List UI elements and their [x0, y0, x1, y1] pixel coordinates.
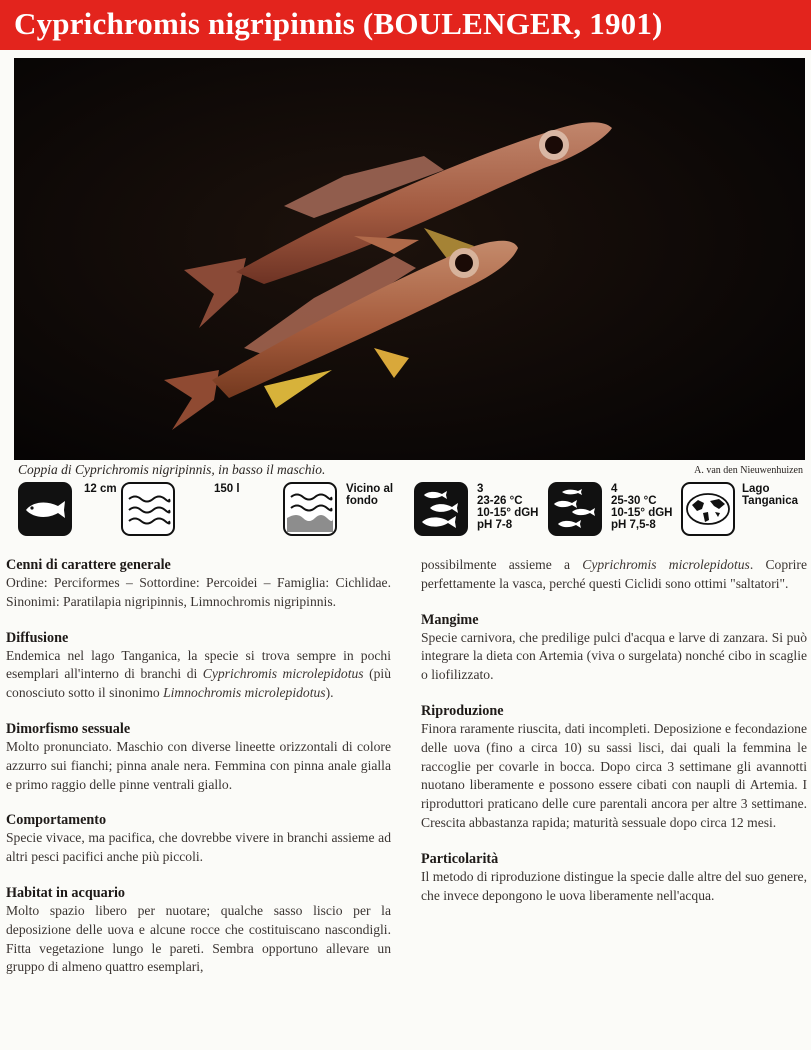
habitat-cont-a: possibilmente assieme a — [421, 557, 583, 572]
size-label: 12 cm — [84, 483, 117, 495]
zone-label-line1: Vicino al — [346, 483, 394, 495]
water-params-1 — [477, 483, 538, 531]
heading-mangime: Mangime — [421, 611, 479, 628]
habitat-cont-b: . Coprire perfettamente la vasca, perché questi Ciclidi sono ottimi "saltatori". — [421, 557, 807, 591]
water1-number: 3 — [477, 483, 484, 495]
water-params-2 — [611, 483, 672, 531]
diffusione-species-b: Limnochromis microlepidotus — [163, 685, 326, 701]
water1-hardness: 10-15° dGH — [477, 507, 539, 519]
heading-habitat: Habitat in acquario — [6, 884, 126, 901]
photo-caption: Coppia di Cyprichromis nigripinnis, in basso il maschio. — [18, 462, 326, 477]
diffusione-species-a: Cyprichromis microlepidotus — [202, 666, 364, 682]
origin-label — [742, 483, 798, 507]
title-bar — [0, 0, 811, 50]
water1-ph: pH 7-8 — [477, 519, 513, 531]
heading-particolarita: Particolarità — [421, 850, 499, 867]
text-cenni: Ordine: Perciformes – Sottordine: Percoidei – Famiglia: Cichlidae. Sinonimi: Paratilapia nigripinnis, Limnochromis nigripinnis. — [6, 575, 391, 609]
left-column — [6, 556, 391, 994]
fish-school-icon — [414, 482, 468, 536]
volume-label: 150 l — [214, 483, 240, 495]
fish-length-icon — [18, 482, 72, 536]
heading-cenni: Cenni di carattere generale — [6, 557, 171, 573]
text-diffusione — [6, 647, 391, 703]
aquarium-volume-icon — [121, 482, 175, 536]
water2-number: 4 — [611, 483, 618, 495]
diffusione-text-b: (più conosciuto sotto il sinonimo — [6, 666, 391, 701]
section-cenni — [6, 556, 391, 612]
text-dimorfismo: Molto pronunciato. Maschio con diverse lineette orizzontali di colore azzurro sui fianchi; pinna anale nera. Femmina con pinna anale gialla e primo raggio delle pinne ventrali giallo. — [6, 738, 391, 792]
species-title: Cyprichromis nigripinnis (BOULENGER, 1901) — [14, 6, 663, 41]
origin-line2: Tanganica — [742, 495, 799, 507]
diffusione-text-a: Endemica nel lago Tanganica, la specie si trova sempre in pochi esemplari all'interno di branchi di — [6, 647, 391, 682]
text-riproduzione: Finora raramente riuscita, dati incompleti. Deposizione e fecondazione delle uova (fino a circa 10) su sassi lisci, dai quali la femmina le raccoglie per covarle in bocca. Dopo circa 3 settimane gli avannotti nuotano liberamente e possono essere cibati con naupli di Artemia. I riproduttori praticano delle cure parentali ancora per altre 3 settimane. Crescita abbastanza rapida; maturità sessuale dopo circa 12 mesi. — [421, 720, 807, 830]
text-particolarita: Il metodo di riproduzione distingue la specie dalle altre del suo genere, che invece depongono le uova liberamente nell'acqua. — [421, 868, 807, 903]
water2-hardness: 10-15° dGH — [611, 507, 673, 519]
section-particolarita — [421, 850, 807, 906]
section-dimorfismo — [6, 720, 391, 794]
diffusione-text-c: ). — [325, 685, 334, 701]
section-habitat-continued — [421, 556, 807, 594]
text-habitat: Molto spazio libero per nuotare; qualche sasso liscio per la deposizione delle uova e alcune rocce che costituiscano nascondigli. Fitta vegetazione lungo le pareti. Sembra opportuno allevare un gruppo di almeno quattro esemplari, — [6, 902, 391, 975]
habitat-cont-species: Cyprichromis microlepidotus — [582, 557, 750, 572]
section-habitat — [6, 884, 391, 977]
heading-comportamento: Comportamento — [6, 812, 107, 829]
water2-temperature: 25-30 °C — [611, 495, 657, 507]
origin-line1: Lago — [742, 483, 770, 495]
section-mangime — [421, 611, 807, 685]
fish-photo — [14, 58, 805, 460]
section-comportamento — [6, 811, 391, 867]
zone-label — [346, 483, 393, 507]
text-habitat-cont — [421, 556, 807, 594]
heading-riproduzione: Riproduzione — [421, 702, 504, 719]
water2-ph: pH 7,5-8 — [611, 519, 656, 531]
text-comportamento: Specie vivace, ma pacifica, che dovrebbe vivere in branchi assieme ad altri pesci pacifici anche più piccoli. — [6, 830, 391, 865]
heading-diffusione: Diffusione — [6, 629, 69, 646]
fish-pair-illustration — [14, 58, 805, 460]
water1-temperature: 23-26 °C — [477, 495, 523, 507]
world-map-icon — [681, 482, 735, 536]
photo-credit: A. van den Nieuwenhuizen — [694, 465, 803, 476]
heading-dimorfismo: Dimorfismo sessuale — [6, 720, 131, 737]
fish-school-icon-2 — [548, 482, 602, 536]
swimming-zone-icon — [283, 482, 337, 536]
section-riproduzione — [421, 702, 807, 833]
right-column — [421, 556, 807, 922]
section-diffusione — [6, 629, 391, 703]
text-mangime: Specie carnivora, che predilige pulci d'acqua e larve di zanzara. Si può integrare la dieta con Artemia (viva o surgelata) nonché cibo in scaglie o liofilizzato. — [421, 629, 807, 683]
zone-label-line2: fondo — [346, 495, 378, 507]
